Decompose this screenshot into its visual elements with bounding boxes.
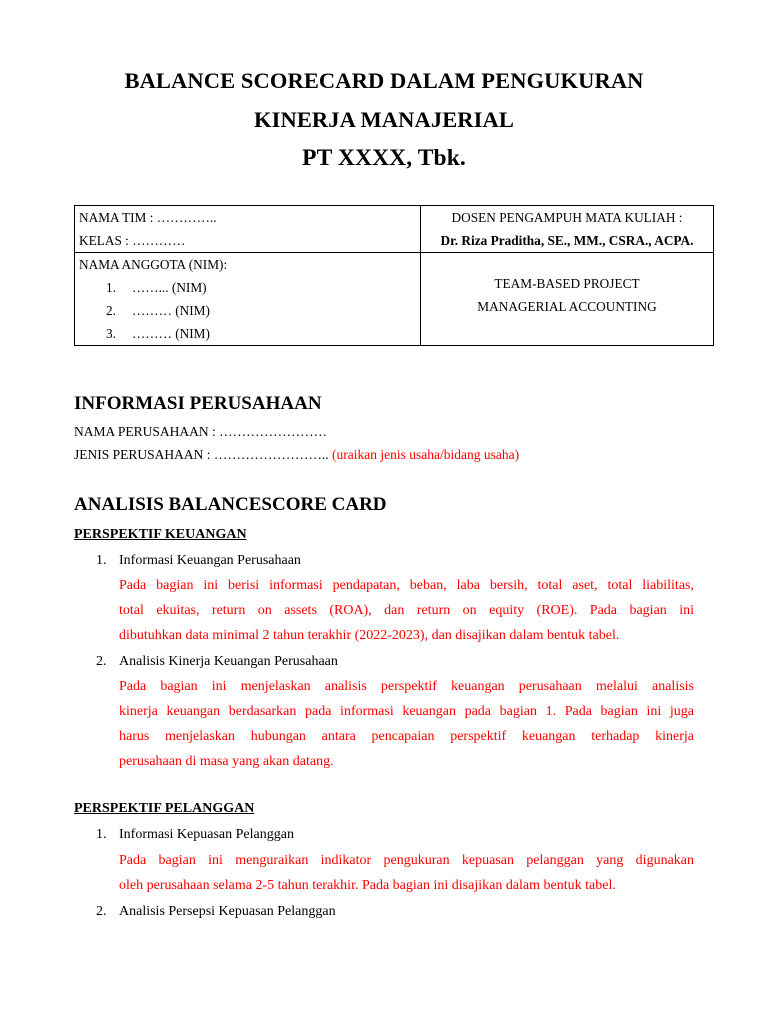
company-type-note: (uraikan jenis usaha/bidang usaha)	[332, 447, 520, 462]
project-cell	[421, 253, 714, 346]
list-item: 2. Analisis Kinerja Keuangan Perusahaan	[96, 654, 338, 669]
class-field: KELAS : …………	[79, 233, 186, 248]
subheading-customer-perspective: PERSPEKTIF PELANGGAN	[74, 801, 255, 816]
members-label: NAMA ANGGOTA (NIM):	[79, 257, 228, 272]
instruction-paragraph: Pada bagian ini berisi informasi pendapatan, beban, laba bersih, total aset, total liabilitas, total ekuitas, return on assets (ROA), dan return on equity (ROE). Pada bagian ini dibutuhkan data minimal 2 tahun terakhir (2022-2023), dan disajikan dalam bentuk tabel.	[119, 578, 694, 643]
document-title-line-2: KINERJA MANAJERIAL	[254, 107, 514, 132]
section-heading-company-info: INFORMASI PERUSAHAAN	[74, 393, 322, 414]
team-info-table	[74, 205, 714, 346]
company-name-field: NAMA PERUSAHAAN : ……………………	[74, 424, 328, 439]
member-item: 3. ……… (NIM)	[106, 326, 210, 341]
project-type: TEAM-BASED PROJECT	[494, 276, 640, 291]
list-item: 2. Analisis Persepsi Kepuasan Pelanggan	[96, 904, 336, 919]
members-cell	[75, 253, 421, 346]
course-name: MANAGERIAL ACCOUNTING	[477, 299, 657, 314]
lecturer-label: DOSEN PENGAMPUH MATA KULIAH :	[451, 210, 683, 225]
lecturer-cell	[421, 206, 714, 253]
member-item: 2. ……… (NIM)	[106, 303, 210, 318]
instruction-paragraph: Pada bagian ini menjelaskan analisis perspektif keuangan perusahaan melalui analisis kinerja keuangan berdasarkan pada informasi keuangan pada bagian 1. Pada bagian ini juga harus menjelaskan hubungan antara pencapaian perspektif keuangan terhadap kinerja perusahaan di masa yang akan datang.	[119, 679, 694, 769]
document-title-company: PT XXXX, Tbk.	[302, 145, 466, 171]
team-name-field: NAMA TIM : …………..	[79, 210, 217, 225]
list-item: 1. Informasi Kepuasan Pelanggan	[96, 827, 294, 842]
company-type-field: JENIS PERUSAHAAN : …………………….. (uraikan jenis usaha/bidang usaha)	[74, 447, 520, 462]
team-info-cell	[75, 206, 421, 253]
member-item: 1. ……... (NIM)	[106, 280, 207, 295]
subheading-financial-perspective: PERSPEKTIF KEUANGAN	[74, 527, 247, 542]
section-heading-analysis: ANALISIS BALANCESCORE CARD	[74, 494, 387, 515]
lecturer-name: Dr. Riza Praditha, SE., MM., CSRA., ACPA.	[440, 233, 694, 248]
instruction-paragraph: Pada bagian ini menguraikan indikator pengukuran kepuasan pelanggan yang digunakan oleh perusahaan selama 2-5 tahun terakhir. Pada bagian ini disajikan dalam bentuk tabel.	[119, 853, 694, 893]
document-title-line-1: BALANCE SCORECARD DALAM PENGUKURAN	[124, 68, 644, 93]
list-item: 1. Informasi Keuangan Perusahaan	[96, 553, 301, 568]
